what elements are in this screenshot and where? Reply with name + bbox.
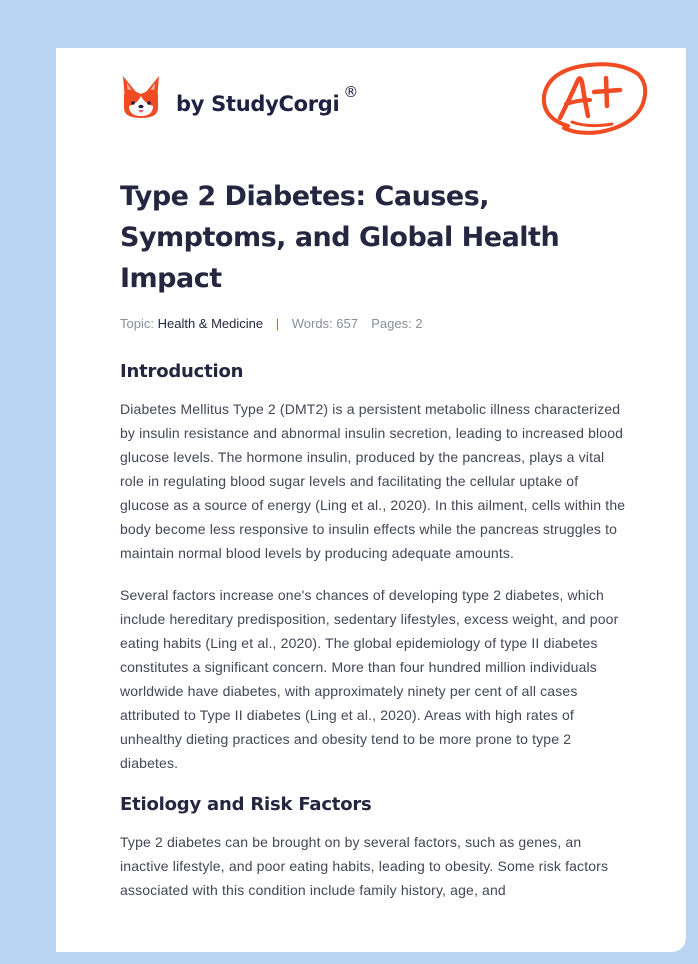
document-meta: [120, 314, 630, 334]
corgi-logo-icon: [120, 74, 162, 120]
document-content: [120, 176, 630, 902]
a-plus-grade-icon: [538, 58, 650, 140]
page-count: Pages: 2: [371, 316, 423, 331]
paragraph: Several factors increase one's chances of developing type 2 diabetes, which include hereditary predisposition, sedentary lifestyles, excess weight, and poor eating habits (Ling et al., 2020). The global epidemiology of type II diabetes constitutes a significant concern. More than four hundred million individuals worldwide have diabetes, with approximately ninety per cent of all cases attributed to Type II diabetes (Ling et al., 2020). Areas with high rates of unhealthy dieting practices and obesity tend to be more prone to type 2 diabetes.: [120, 587, 619, 771]
meta-separator: |: [275, 316, 280, 331]
header: [56, 48, 686, 158]
paragraph: Type 2 diabetes can be brought on by several factors, such as genes, an inactive lifestyle, and poor eating habits, leading to obesity. Some risk factors associated with this condition include family history, age, and: [120, 834, 609, 898]
studycorgi-logo[interactable]: [120, 74, 358, 120]
topic-label: Topic:: [120, 316, 154, 331]
section-heading-introduction: Introduction: [120, 361, 244, 382]
paragraph: Diabetes Mellitus Type 2 (DMT2) is a persistent metabolic illness characterized by insulin resistance and abnormal insulin secretion, leading to increased blood glucose levels. The hormone insulin, produced by the pancreas, plays a vital role in regulating blood sugar levels and facilitating the cellular uptake of glucose as a source of energy (Ling et al., 2020). In this ailment, cells within the body become less responsive to insulin effects while the pancreas struggles to maintain normal blood levels by producing adequate amounts.: [120, 401, 626, 561]
document-card: [56, 48, 686, 952]
topic-link[interactable]: Health & Medicine: [157, 316, 264, 331]
word-count: Words: 657: [291, 316, 358, 331]
registered-mark: ®: [343, 83, 359, 101]
section-heading-etiology: Etiology and Risk Factors: [120, 794, 372, 815]
brand-name: by StudyCorgi: [176, 92, 340, 116]
document-title: Type 2 Diabetes: Causes, Symptoms, and Global Health Impact: [120, 181, 560, 294]
